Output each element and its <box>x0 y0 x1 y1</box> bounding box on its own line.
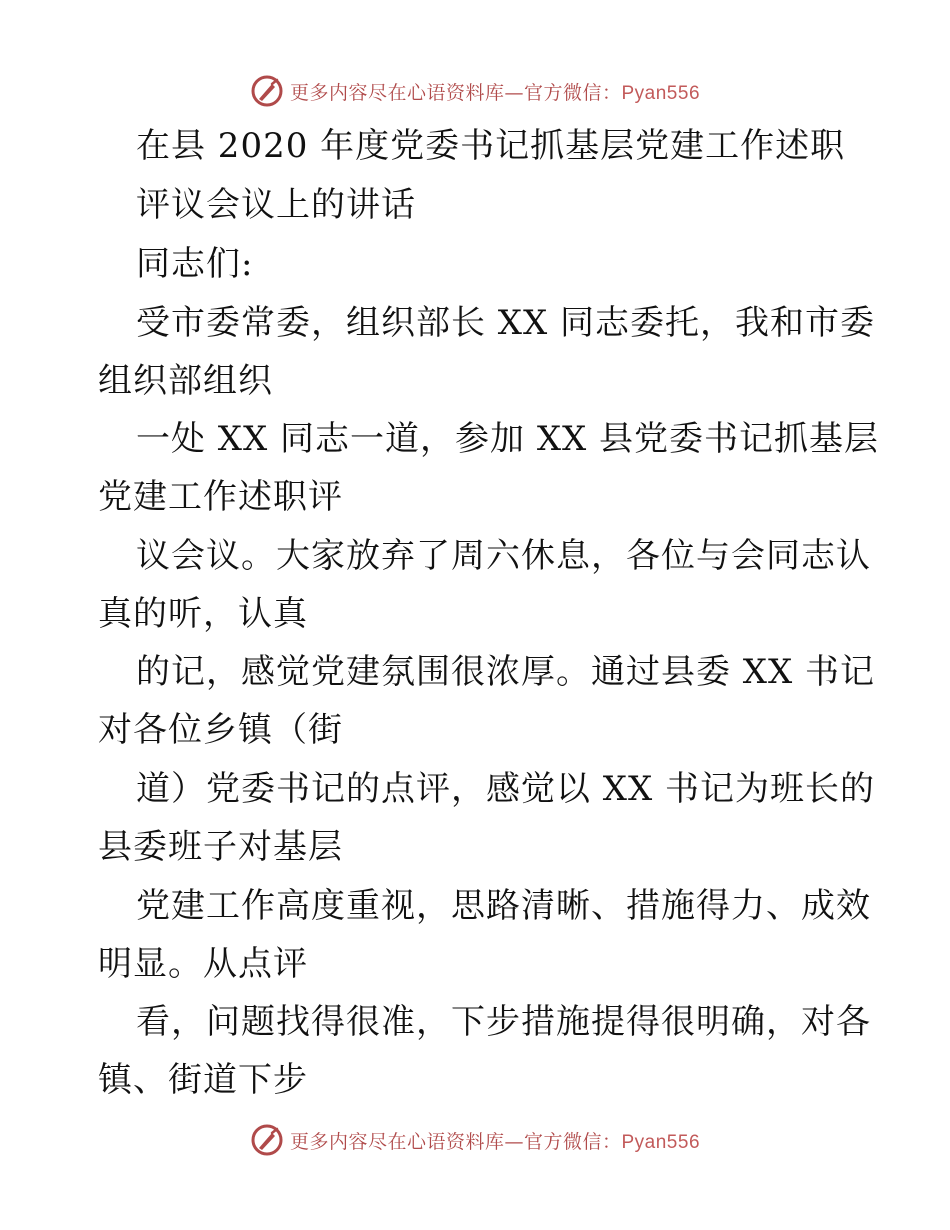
document-title-line-1: 在县 2020 年度党委书记抓基层党建工作述职 <box>136 126 846 166</box>
watermark-text: 更多内容尽在心语资料库—官方微信：Pyan556 <box>289 1130 701 1153</box>
paragraph-line: 受市委常委，组织部长 XX 同志委托，我和市委 <box>136 303 876 343</box>
paragraph-line: 对各位乡镇（街 <box>98 710 343 750</box>
footer-watermark <box>0 1120 950 1160</box>
paragraph-line: 明显。从点评 <box>98 944 308 984</box>
document-title-line-2: 评议会议上的讲话 <box>136 185 416 225</box>
paragraph-line: 镇、街道下步 <box>98 1060 308 1100</box>
paragraph-line: 道）党委书记的点评，感觉以 XX 书记为班长的 <box>136 769 876 809</box>
quill-pen-logo-icon <box>250 1123 284 1157</box>
paragraph-line: 的记，感觉党建氛围很浓厚。通过县委 XX 书记 <box>136 652 876 692</box>
watermark-text: 更多内容尽在心语资料库—官方微信：Pyan556 <box>289 81 701 104</box>
paragraph-line: 一处 XX 同志一道，参加 XX 县党委书记抓基层 <box>136 419 880 459</box>
header-watermark <box>0 71 950 111</box>
paragraph-line: 县委班子对基层 <box>98 827 343 867</box>
quill-pen-logo-icon <box>250 74 284 108</box>
paragraph-line: 看，问题找得很准，下步措施提得很明确，对各 <box>136 1002 871 1042</box>
paragraph-line: 真的听，认真 <box>98 594 308 634</box>
salutation: 同志们: <box>136 244 254 284</box>
paragraph-line: 党建工作高度重视，思路清晰、措施得力、成效 <box>136 886 871 926</box>
paragraph-line: 党建工作述职评 <box>98 477 343 517</box>
paragraph-line: 议会议。大家放弃了周六休息，各位与会同志认 <box>136 536 871 576</box>
paragraph-line: 组织部组织 <box>98 361 273 401</box>
